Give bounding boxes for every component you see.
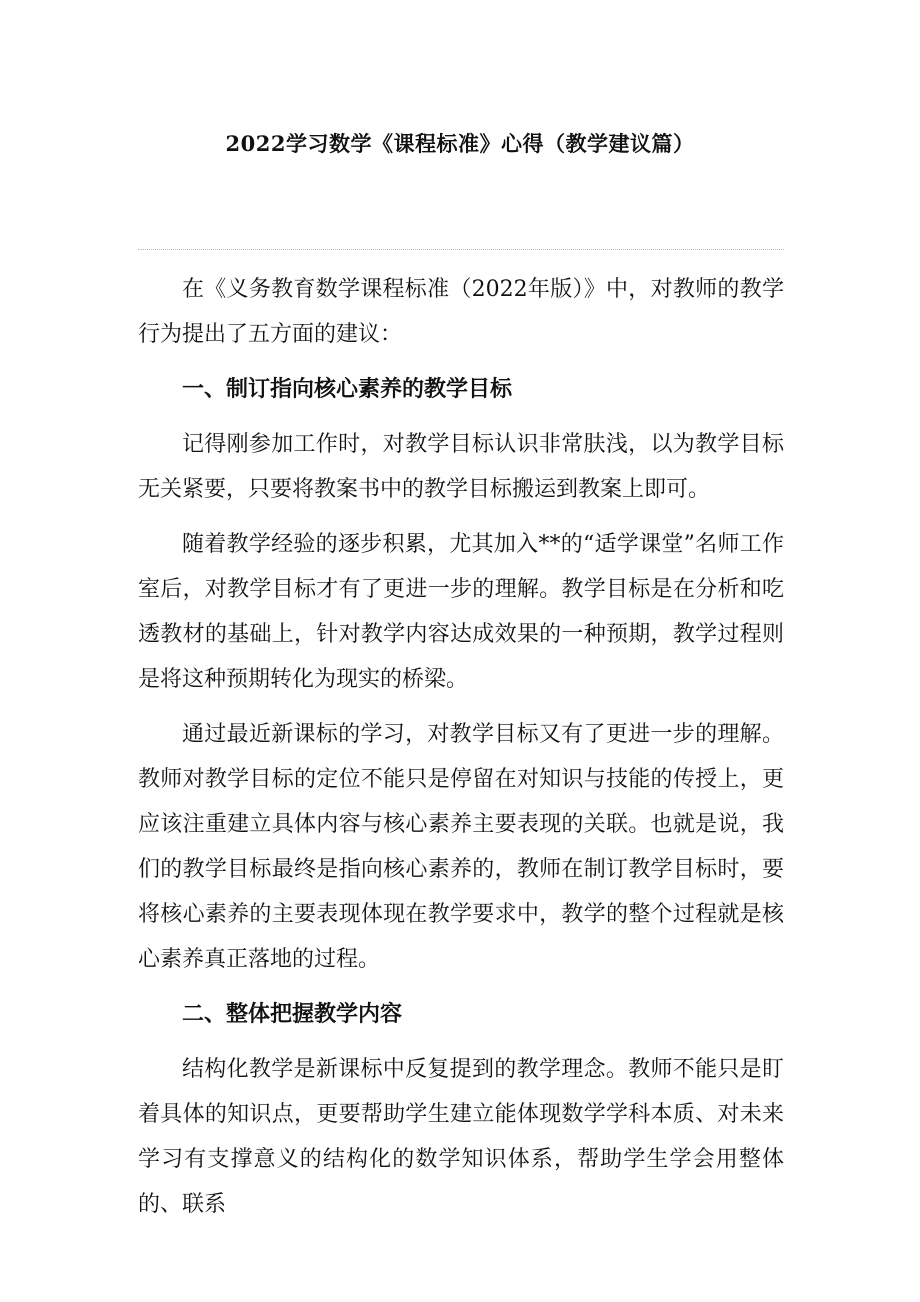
body-paragraph: 通过最近新课标的学习，对教学目标又有了更进一步的理解。教师对教学目标的定位不能只是停留在对知识与技能的传授上，更应该注重建立具体内容与核心素养主要表现的关联。也就是说，我们的教学目标最终是指向核心素养的，教师在制订教学目标时，要将核心素养的主要表现体现在教学要求中，教学的整个过程就是核心素养真正落地的过程。 [138,722,784,972]
document-title: 2022学习数学《课程标准》心得（教学建议篇） [225,131,695,156]
body-paragraph: 随着教学经验的逐步积累，尤其加入**的“适学课堂”名师工作室后，对教学目标才有了更进一步的理解。教学目标是在分析和吃透教材的基础上，针对教学内容达成效果的一种预期，教学过程则是将这种预期转化为现实的桥梁。 [138,532,784,692]
title-divider [138,249,784,250]
body-paragraph: 记得刚参加工作时，对教学目标认识非常肤浅，以为教学目标无关紧要，只要将教案书中的教学目标搬运到教案上即可。 [138,432,784,502]
section-heading-1: 一、制订指向核心素养的教学目标 [182,376,513,402]
document-body [138,267,784,1227]
section-heading-2: 二、整体把握教学内容 [182,1001,403,1027]
body-paragraph: 结构化教学是新课标中反复提到的教学理念。教师不能只是盯着具体的知识点，更要帮助学生建立能体现数学学科本质、对未来学习有支撑意义的结构化的数学知识体系，帮助学生学会用整体的、联系 [138,1057,784,1217]
intro-paragraph: 在《义务教育数学课程标准（2022年版）》中，对教师的教学行为提出了五方面的建议： [138,277,784,347]
